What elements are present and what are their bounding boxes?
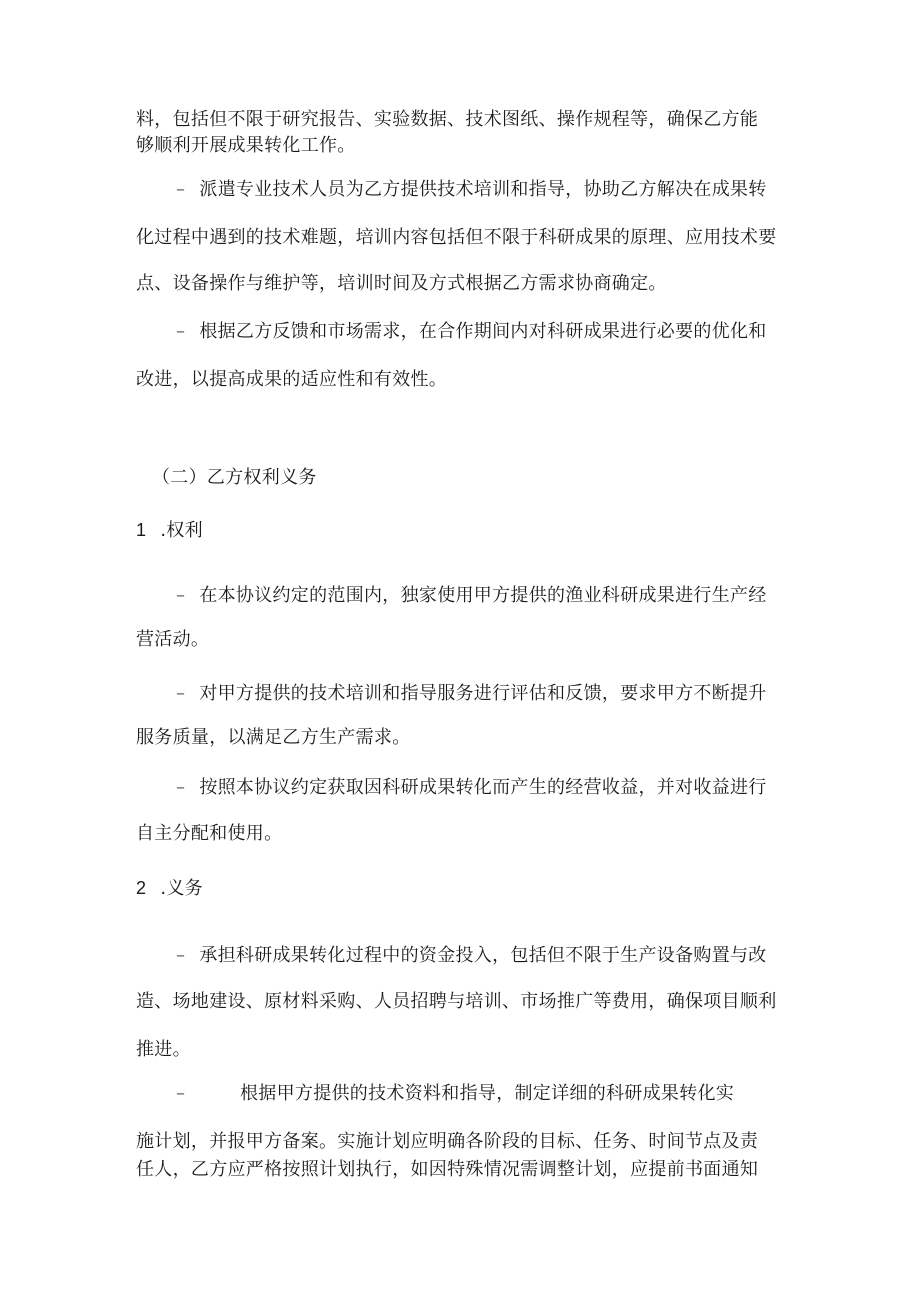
list-item: [176, 776, 767, 800]
paragraph-text: 按照本协议约定获取因科研成果转化而产生的经营收益，并对收益进行: [199, 777, 767, 798]
subsection-title: .权利: [160, 520, 203, 541]
paragraph-line: 造、场地建设、原材料采购、人员招聘与培训、市场推广等费用，确保项目顺利: [136, 991, 777, 1012]
paragraph-line: 服务质量，以满足乙方生产需求。: [136, 727, 411, 748]
paragraph-line: 自主分配和使用。: [136, 823, 283, 844]
paragraph-line: 施计划，并报甲方备案。实施计划应明确各阶段的目标、任务、时间节点及责: [136, 1131, 759, 1152]
paragraph-line: 营活动。: [136, 629, 210, 650]
subsection-number: 1: [136, 520, 147, 540]
paragraph-line: 点、设备操作与维护等，培训时间及方式根据乙方需求协商确定。: [136, 273, 667, 294]
list-item: [176, 1082, 734, 1106]
paragraph-line: 任人，乙方应严格按照计划执行，如因特殊情况需调整计划，应提前书面通知: [136, 1159, 759, 1180]
dash-bullet: –: [176, 777, 186, 798]
subsection-title: .义务: [160, 878, 203, 899]
list-item: [176, 178, 767, 202]
dash-bullet: –: [176, 179, 186, 200]
subsection-heading: [136, 518, 203, 543]
paragraph-line: 化过程中遇到的技术难题，培训内容包括但不限于科研成果的原理、应用技术要: [136, 227, 777, 248]
list-item: [176, 584, 767, 608]
dash-bullet: –: [176, 683, 186, 704]
subsection-heading: [136, 876, 203, 901]
section-heading: （二）乙方权利义务: [152, 467, 317, 488]
dash-bullet: –: [176, 585, 186, 606]
paragraph-text: 承担科研成果转化过程中的资金投入，包括但不限于生产设备购置与改: [199, 945, 767, 966]
dash-bullet: –: [176, 1083, 186, 1104]
paragraph-text: 根据甲方提供的技术资料和指导，制定详细的科研成果转化实: [240, 1083, 735, 1104]
paragraph-line: 够顺利开展成果转化工作。: [136, 135, 356, 156]
dash-bullet: –: [176, 945, 186, 966]
paragraph-line: 改进，以提高成果的适应性和有效性。: [136, 369, 448, 390]
paragraph-text: 派遣专业技术人员为乙方提供技术培训和指导，协助乙方解决在成果转: [199, 179, 767, 200]
paragraph-line: 料，包括但不限于研究报告、实验数据、技术图纸、操作规程等，确保乙方能: [136, 109, 759, 130]
list-item: [176, 944, 767, 968]
paragraph-text: 在本协议约定的范围内，独家使用甲方提供的渔业科研成果进行生产经: [199, 585, 767, 606]
list-item: [176, 682, 767, 706]
subsection-number: 2: [136, 878, 147, 898]
list-item: [176, 320, 767, 344]
paragraph-text: 对甲方提供的技术培训和指导服务进行评估和反馈，要求甲方不断提升: [199, 683, 767, 704]
paragraph-line: 推进。: [136, 1039, 191, 1060]
dash-bullet: –: [176, 321, 186, 342]
paragraph-text: 根据乙方反馈和市场需求，在合作期间内对科研成果进行必要的优化和: [199, 321, 767, 342]
